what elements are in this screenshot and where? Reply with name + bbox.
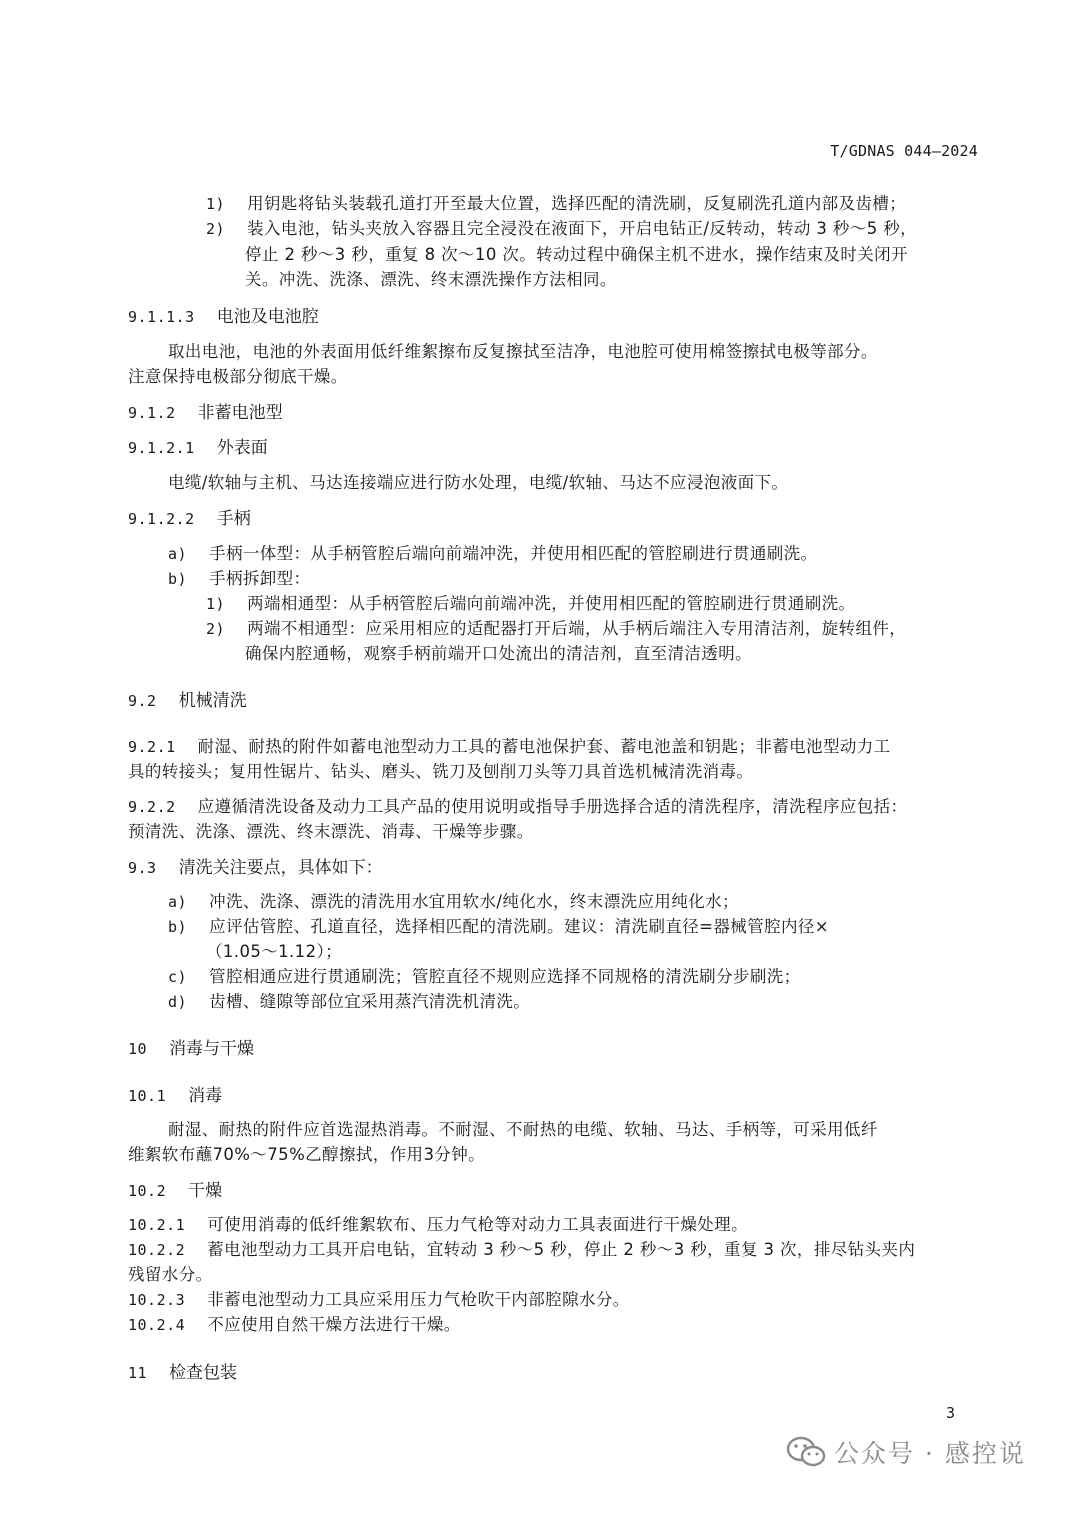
item-continuation: （1.05～1.12）； <box>206 942 343 961</box>
paragraph-text: 可使用消毒的低纤维絮软布、压力气枪等对动力工具表面进行干燥处理。 <box>207 1215 748 1234</box>
list-item <box>206 215 917 239</box>
chapter-heading <box>128 1358 237 1383</box>
paragraph-text: 应遵循清洗设备及动力工具产品的使用说明或指导手册选择合适的清洗程序，清洗程序应包括： <box>197 797 908 816</box>
paragraph: 注意保持电极部分彻底干燥。 <box>128 367 348 386</box>
section-heading <box>128 302 319 327</box>
item-number: 2) <box>206 620 226 638</box>
section-heading <box>128 1081 222 1106</box>
section-heading <box>128 1176 222 1201</box>
paragraph-text: 不应使用自然干燥方法进行干燥。 <box>207 1315 461 1334</box>
section-number: 10.2.4 <box>128 1316 186 1334</box>
item-text: 应评估管腔、孔道直径，选择相匹配的清洗刷。建议：清洗刷直径=器械管腔内径× <box>209 917 830 936</box>
paragraph <box>128 1211 748 1235</box>
section-heading <box>128 398 283 423</box>
list-item <box>206 615 906 639</box>
section-number: 9.2 <box>128 692 157 710</box>
watermark <box>786 1434 1026 1470</box>
section-title: 外表面 <box>216 438 268 458</box>
paragraph <box>128 1286 630 1310</box>
section-number: 9.2.1 <box>128 738 176 756</box>
paragraph: 具的转接头；复用性锯片、钻头、磨头、铣刀及刨削刀头等刀具首选机械清洗消毒。 <box>128 762 754 781</box>
chapter-number: 11 <box>128 1364 148 1382</box>
chapter-title: 消毒与干燥 <box>169 1039 255 1059</box>
paragraph <box>128 1236 915 1260</box>
item-number: 1) <box>206 195 226 213</box>
watermark-text: 公众号 · 感控说 <box>834 1439 1026 1468</box>
item-text: 管腔相通应进行贯通刷洗；管腔直径不规则应选择不同规格的清洗刷分步刷洗； <box>209 967 801 986</box>
list-item <box>168 540 817 564</box>
section-number: 9.1.2 <box>128 404 176 422</box>
section-number: 10.2 <box>128 1182 167 1200</box>
paragraph: 取出电池，电池的外表面用低纤维絮擦布反复擦拭至洁净，电池腔可使用棉签擦拭电极等部分。 <box>168 342 878 361</box>
list-item <box>168 963 801 987</box>
chapter-number: 10 <box>128 1040 148 1058</box>
paragraph-text: 耐湿、耐热的附件如蓄电池型动力工具的蓄电池保护套、蓄电池盖和钥匙；非蓄电池型动力工 <box>197 737 891 756</box>
section-number: 9.1.1.3 <box>128 308 195 326</box>
section-title: 手柄 <box>216 509 251 529</box>
paragraph: 耐湿、耐热的附件应首选湿热消毒。不耐湿、不耐热的电缆、软轴、马达、手柄等，可采用低纤 <box>168 1120 878 1139</box>
item-text: 手柄拆卸型： <box>209 569 311 588</box>
paragraph-text: 非蓄电池型动力工具应采用压力气枪吹干内部腔隙水分。 <box>207 1290 630 1309</box>
list-item <box>168 888 739 912</box>
section-number: 9.1.2.1 <box>128 439 195 457</box>
paragraph: 维絮软布蘸70%～75%乙醇擦拭，作用3分钟。 <box>128 1145 486 1164</box>
list-item <box>206 190 906 214</box>
section-title: 清洗关注要点，具体如下： <box>178 858 383 878</box>
chapter-heading <box>128 1034 254 1059</box>
item-continuation: 确保内腔通畅，观察手柄前端开口处流出的清洁剂，直至清洁透明。 <box>245 644 752 663</box>
section-number: 9.3 <box>128 859 157 877</box>
item-letter: c) <box>168 968 188 986</box>
item-letter: d) <box>168 993 188 1011</box>
section-title: 消毒 <box>188 1086 223 1106</box>
list-item <box>168 565 310 589</box>
section-number: 10.1 <box>128 1087 167 1105</box>
list-item <box>168 913 829 937</box>
paragraph <box>128 1311 461 1335</box>
standard-code: T/GDNAS 044—2024 <box>830 142 978 160</box>
section-title: 干燥 <box>188 1181 223 1201</box>
wechat-icon <box>786 1435 826 1469</box>
section-heading <box>128 686 247 711</box>
list-item <box>206 590 855 614</box>
chapter-title: 检查包装 <box>169 1363 238 1383</box>
item-letter: a) <box>168 545 188 563</box>
item-continuation: 关。冲洗、洗涤、漂洗、终末漂洗操作方法相同。 <box>245 270 617 289</box>
item-text: 用钥匙将钻头装载孔道打开至最大位置，选择匹配的清洗刷，反复刷洗孔道内部及齿槽； <box>247 194 907 213</box>
item-text: 两端相通型：从手柄管腔后端向前端冲洗，并使用相匹配的管腔刷进行贯通刷洗。 <box>247 594 856 613</box>
page-number: 3 <box>946 1404 956 1422</box>
section-number: 9.1.2.2 <box>128 510 195 528</box>
item-letter: b) <box>168 570 188 588</box>
item-letter: a) <box>168 893 188 911</box>
paragraph: 残留水分。 <box>128 1265 213 1284</box>
section-title: 电池及电池腔 <box>216 307 319 327</box>
paragraph: 电缆/软轴与主机、马达连接端应进行防水处理，电缆/软轴、马达不应浸泡液面下。 <box>168 473 789 492</box>
item-number: 2) <box>206 220 226 238</box>
item-text: 手柄一体型：从手柄管腔后端向前端冲洗，并使用相匹配的管腔刷进行贯通刷洗。 <box>209 544 818 563</box>
section-heading <box>128 433 268 458</box>
section-title: 非蓄电池型 <box>197 403 283 423</box>
item-continuation: 停止 2 秒～3 秒，重复 8 次～10 次。转动过程中确保主机不进水，操作结束及时关闭开 <box>245 245 908 264</box>
paragraph <box>128 733 891 757</box>
paragraph-text: 蓄电池型动力工具开启电钻，宜转动 3 秒～5 秒，停止 2 秒～3 秒，重复 3 次，排尽钻头夹内 <box>207 1240 916 1259</box>
section-title: 机械清洗 <box>178 691 247 711</box>
item-letter: b) <box>168 918 188 936</box>
paragraph <box>128 793 907 817</box>
paragraph: 预清洗、洗涤、漂洗、终末漂洗、消毒、干燥等步骤。 <box>128 822 534 841</box>
item-text: 冲洗、洗涤、漂洗的清洗用水宜用软水/纯化水，终末漂洗应用纯化水； <box>209 892 739 911</box>
item-text: 装入电池，钻头夹放入容器且完全浸没在液面下，开启电钻正/反转动，转动 3 秒～5 秒， <box>247 219 918 238</box>
item-text: 两端不相通型：应采用相应的适配器打开后端，从手柄后端注入专用清洁剂，旋转组件， <box>247 619 907 638</box>
item-number: 1) <box>206 595 226 613</box>
item-text: 齿槽、缝隙等部位宜采用蒸汽清洗机清洗。 <box>209 992 531 1011</box>
section-number: 9.2.2 <box>128 798 176 816</box>
section-number: 10.2.1 <box>128 1216 186 1234</box>
list-item <box>168 988 530 1012</box>
section-heading <box>128 853 383 878</box>
section-number: 10.2.3 <box>128 1291 186 1309</box>
section-number: 10.2.2 <box>128 1241 186 1259</box>
section-heading <box>128 504 251 529</box>
